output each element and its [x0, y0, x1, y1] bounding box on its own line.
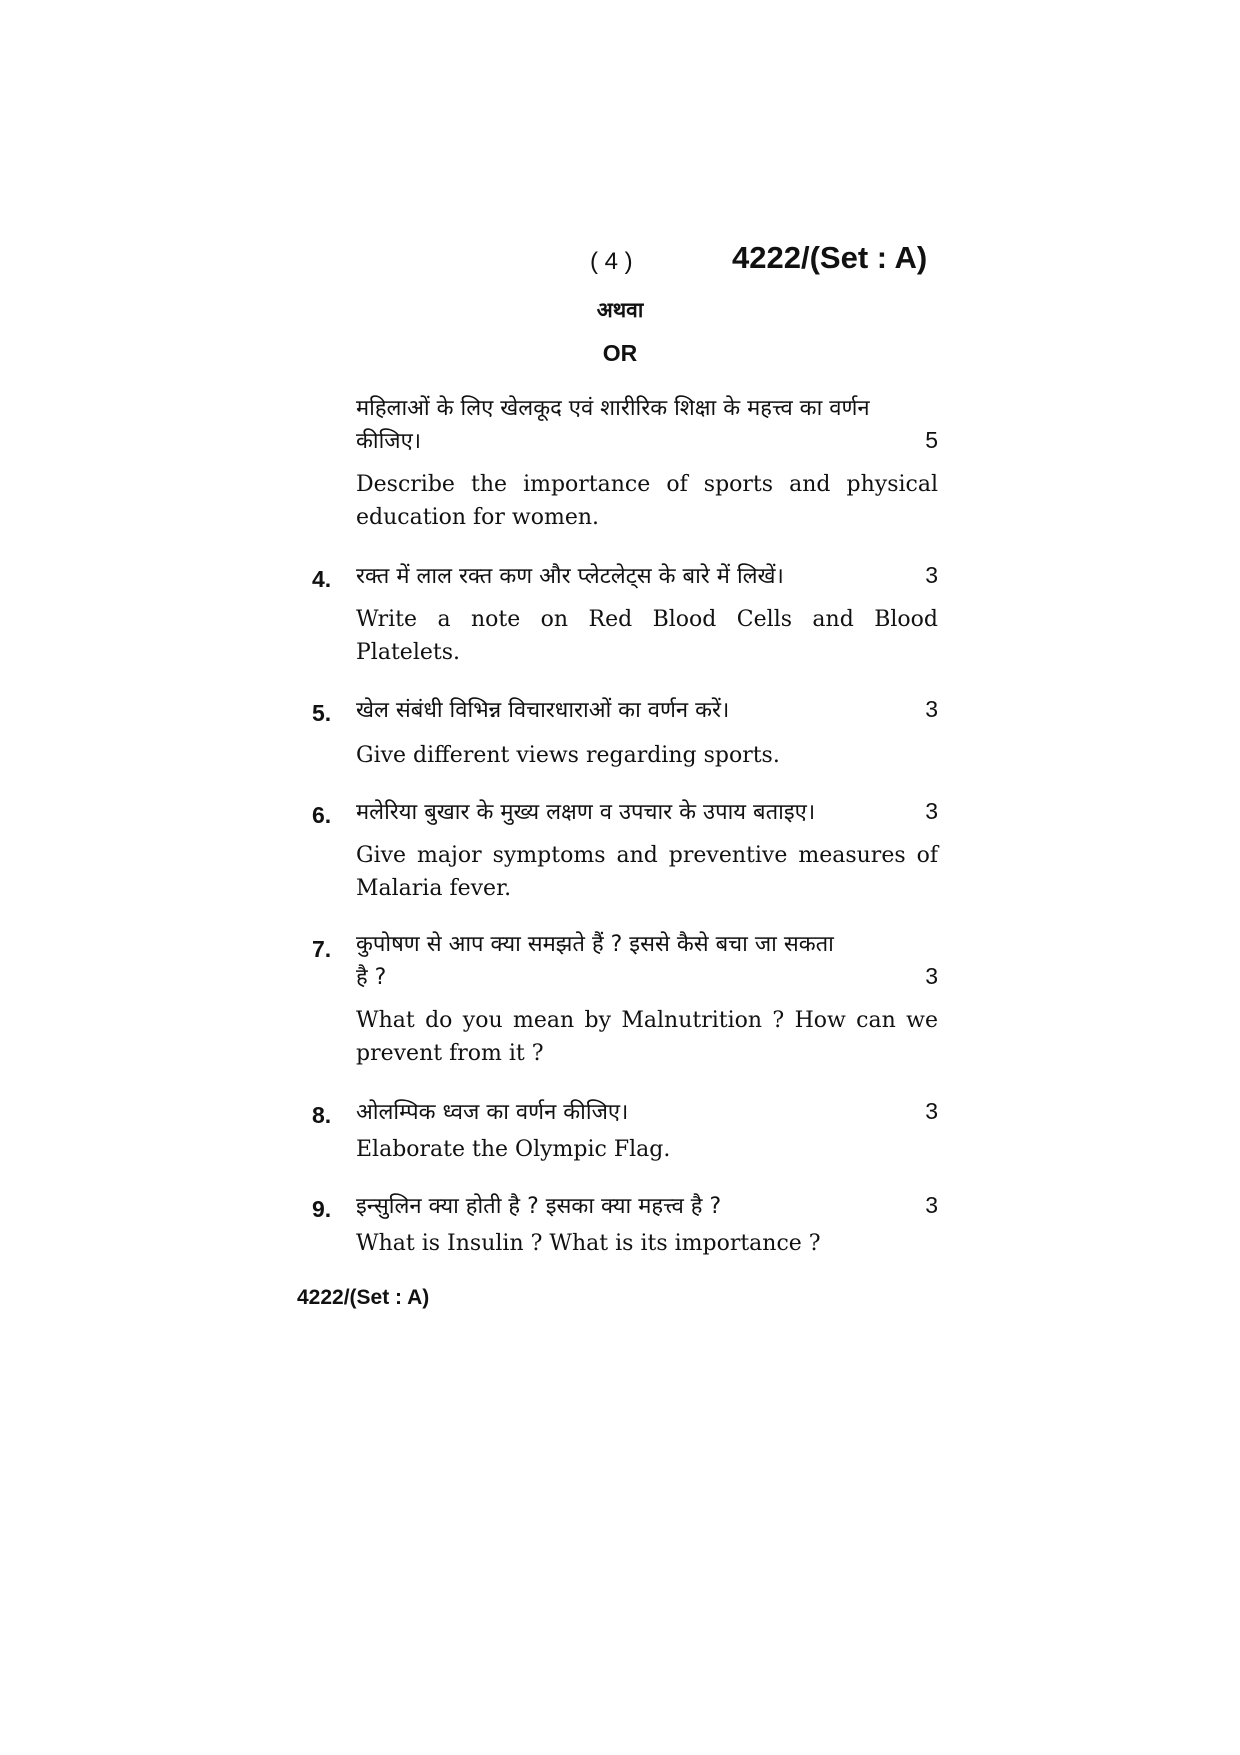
question-number: 5. [312, 700, 332, 726]
question-4 [356, 560, 938, 669]
alt-question-hindi-line1: महिलाओं के लिए खेलकूद एवं शारीरिक शिक्षा के महत्त्व का वर्णन [356, 396, 870, 421]
alt-question-english: Describe the importance of sports and physical education for women. [356, 472, 938, 530]
question-9 [356, 1190, 938, 1260]
question-marks: 3 [925, 798, 938, 824]
question-hindi-line2: है ? [356, 965, 387, 990]
question-6 [356, 796, 938, 905]
question-marks: 3 [925, 696, 938, 722]
question-english: What is Insulin ? What is its importance ? [356, 1231, 821, 1256]
question-hindi: ओलम्पिक ध्वज का वर्णन कीजिए। [356, 1100, 629, 1125]
question-8 [356, 1096, 938, 1166]
question-hindi: खेल संबंधी विभिन्न विचारधाराओं का वर्णन करें। [356, 698, 730, 723]
question-hindi-line1: कुपोषण से आप क्या समझते हैं ? इससे कैसे बचा जा सकता [356, 932, 834, 957]
paper-code-footer: 4222/(Set : A) [297, 1286, 430, 1309]
question-7 [356, 928, 938, 1070]
question-5 [356, 694, 938, 772]
or-hindi: अथवा [596, 298, 644, 322]
alt-question-hindi-line2: कीजिए। [356, 429, 422, 454]
alt-question [356, 392, 938, 534]
question-hindi: मलेरिया बुखार के मुख्य लक्षण व उपचार के उपाय बताइए। [356, 800, 816, 825]
question-marks: 3 [925, 1192, 938, 1218]
question-english: Elaborate the Olympic Flag. [356, 1137, 671, 1162]
question-marks: 3 [925, 1098, 938, 1124]
question-number: 8. [312, 1102, 332, 1128]
question-english: What do you mean by Malnutrition ? How can we prevent from it ? [356, 1008, 938, 1066]
question-english: Give major symptoms and preventive measures of Malaria fever. [356, 843, 938, 901]
question-number: 7. [312, 936, 332, 962]
question-number: 6. [312, 802, 332, 828]
question-marks: 3 [925, 963, 938, 989]
question-hindi: रक्त में लाल रक्त कण और प्लेटलेट्स के बारे में लिखें। [356, 564, 784, 589]
alt-question-marks: 5 [925, 427, 938, 453]
question-hindi: इन्सुलिन क्या होती है ? इसका क्या महत्त्व है ? [356, 1194, 722, 1219]
question-english: Give different views regarding sports. [356, 743, 780, 768]
page-number: ( 4 ) [590, 248, 633, 275]
question-number: 4. [312, 566, 332, 592]
or-english: OR [602, 340, 638, 366]
question-number: 9. [312, 1196, 332, 1222]
question-marks: 3 [925, 562, 938, 588]
question-english: Write a note on Red Blood Cells and Blood Platelets. [356, 607, 938, 665]
paper-code-header: 4222/(Set : A) [732, 240, 928, 275]
